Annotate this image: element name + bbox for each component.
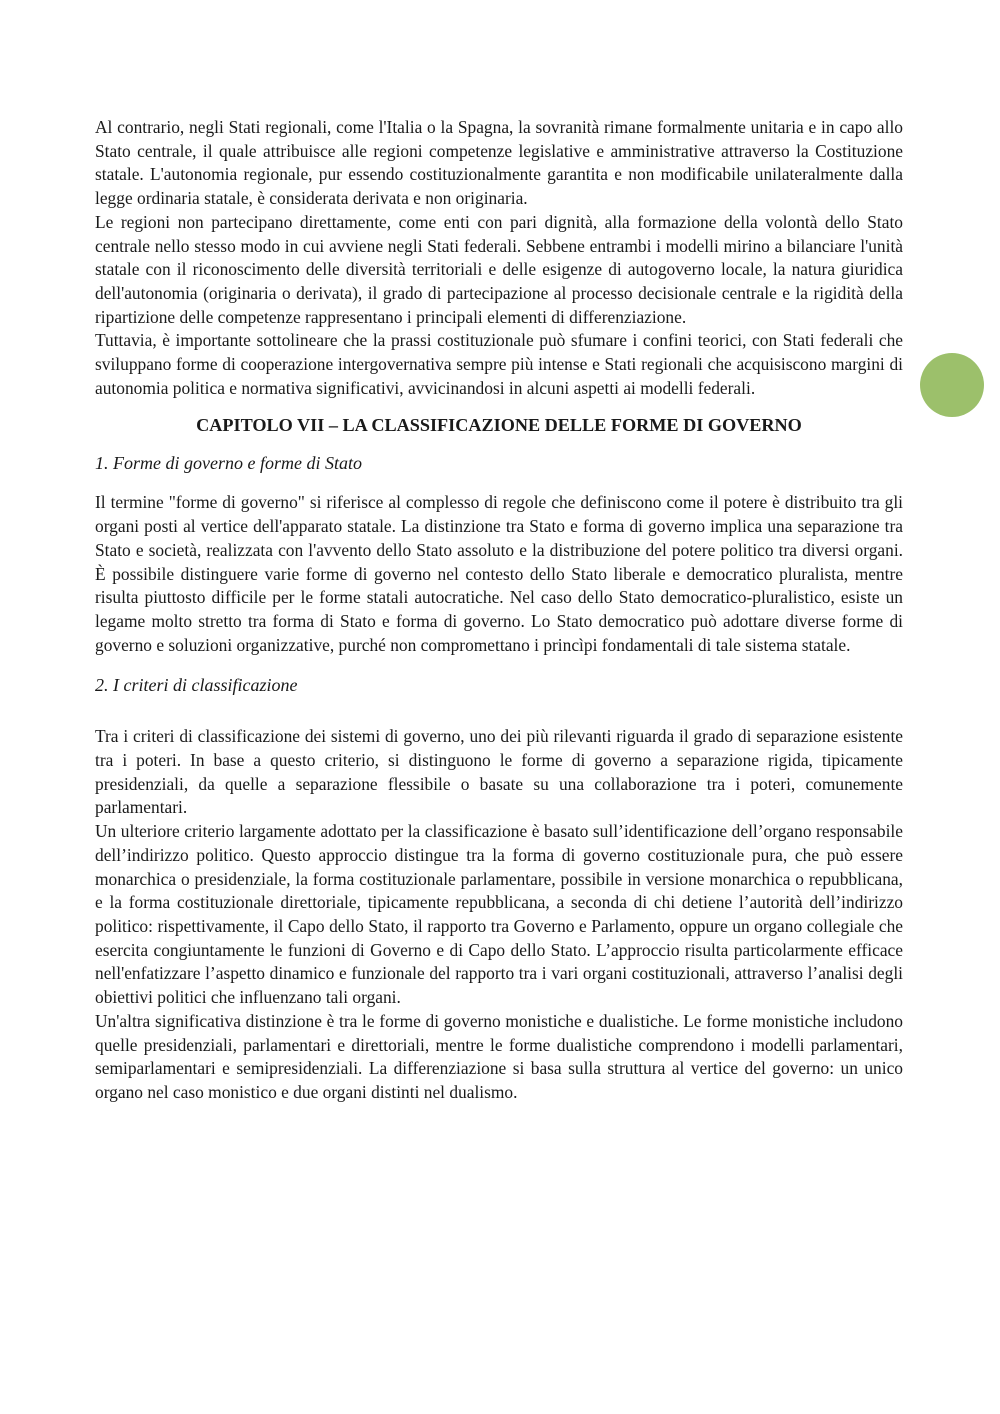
body-paragraph: Il termine "forme di governo" si riferisce al complesso di regole che definiscono come il potere è distribuito tra gli organi posti al vertice dell'apparato statale. La distinzione tra Stato e forma di governo implica una separazione tra Stato e società, realizzata con l'avvento dello Stato assoluto e la distribuzione del potere politico tra diversi organi. È possibile distinguere varie forme di governo nel contesto dello Stato liberale e democratico pluralista, mentre risulta piuttosto difficile per le forme statali autocratiche. Nel caso dello Stato democratico-pluralistico, esiste un legame molto stretto tra forma di Stato e forma di governo. Lo Stato democratico può adottare diverse forme di governo e soluzioni organizzative, purché non compromettano i princìpi fondamentali di tale sistema statale.: [95, 492, 903, 655]
body-paragraph: Tra i criteri di classificazione dei sistemi di governo, uno dei più rilevanti riguarda il grado di separazione esistente tra i poteri. In base a questo criterio, si distinguono le forme di governo a separazione rigida, tipicamente presidenziali, da quelle a separazione flessibile o basate su una collaborazione tra i poteri, comunemente parlamentari.: [95, 726, 903, 818]
body-paragraph: Al contrario, negli Stati regionali, come l'Italia o la Spagna, la sovranità rimane formalmente unitaria e in capo allo Stato centrale, il quale attribuisce alle regioni competenze legislative e amministrative attraverso la Costituzione statale. L'autonomia regionale, pur essendo costituzionalmente garantita e non modificabile unilateralmente dalla legge ordinaria statale, è considerata derivata e non originaria.: [95, 117, 903, 209]
body-paragraph: Le regioni non partecipano direttamente, come enti con pari dignità, alla formazione della volontà dello Stato centrale nello stesso modo in cui avviene negli Stati federali. Sebbene entrambi i modelli mirino a bilanciare l'unità statale con il riconoscimento delle diversità territoriali e delle esigenze di autogoverno locale, la natura giuridica dell'autonomia (originaria o derivata), il grado di partecipazione al processo decisionale centrale e la rigidità della ripartizione delle competenze rappresentano i principali elementi di differenziazione.: [95, 211, 903, 327]
chapter-title: CAPITOLO VII – LA CLASSIFICAZIONE DELLE FORME DI GOVERNO: [196, 415, 802, 436]
document-page: [95, 116, 903, 1105]
section-title-forme-di-governo: 1. Forme di governo e forme di Stato: [95, 453, 362, 474]
body-paragraph: Un ulteriore criterio largamente adottato per la classificazione è basato sull’identificazione dell’organo responsabile dell’indirizzo politico. Questo approccio distingue tra la forma di governo costituzionale pura, che può essere monarchica o presidenziale, la forma costituzionale parlamentare, possibile in versione monarchica o repubblicana, e la forma costituzionale direttoriale, tipicamente repubblicana, a seconda di chi detiene l’autorità dell’indirizzo politico: rispettivamente, il Capo dello Stato, il rapporto tra Governo e Parlamento, oppure un organo collegiale che esercita congiuntamente le funzioni di Governo e di Capo dello Stato. L’approccio risulta particolarmente efficace nell'enfatizzare l’aspetto dinamico e funzionale del rapporto tra i vari organi costituzionali, attraverso l’analisi degli obiettivi politici che influenzano tali organi.: [95, 821, 903, 1008]
section-title-criteri-classificazione: 2. I criteri di classificazione: [95, 675, 298, 696]
body-paragraph: Tuttavia, è importante sottolineare che la prassi costituzionale può sfumare i confini teorici, con Stati federali che sviluppano forme di cooperazione intergovernativa sempre più intense e Stati regionali che acquisiscono margini di autonomia politica e normativa significativi, avvicinandosi in alcuni aspetti ai modelli federali.: [95, 330, 903, 398]
decorative-circle: [920, 353, 984, 417]
body-paragraph: Un'altra significativa distinzione è tra le forme di governo monistiche e dualistiche. Le forme monistiche includono quelle presidenziali, parlamentari e direttoriali, mentre le forme dualistiche comprendono i modelli parlamentari, semiparlamentari e semipresidenziali. La differenziazione si basa sulla struttura al vertice del governo: un unico organo nel caso monistico e due organi distinti nel dualismo.: [95, 1010, 903, 1102]
